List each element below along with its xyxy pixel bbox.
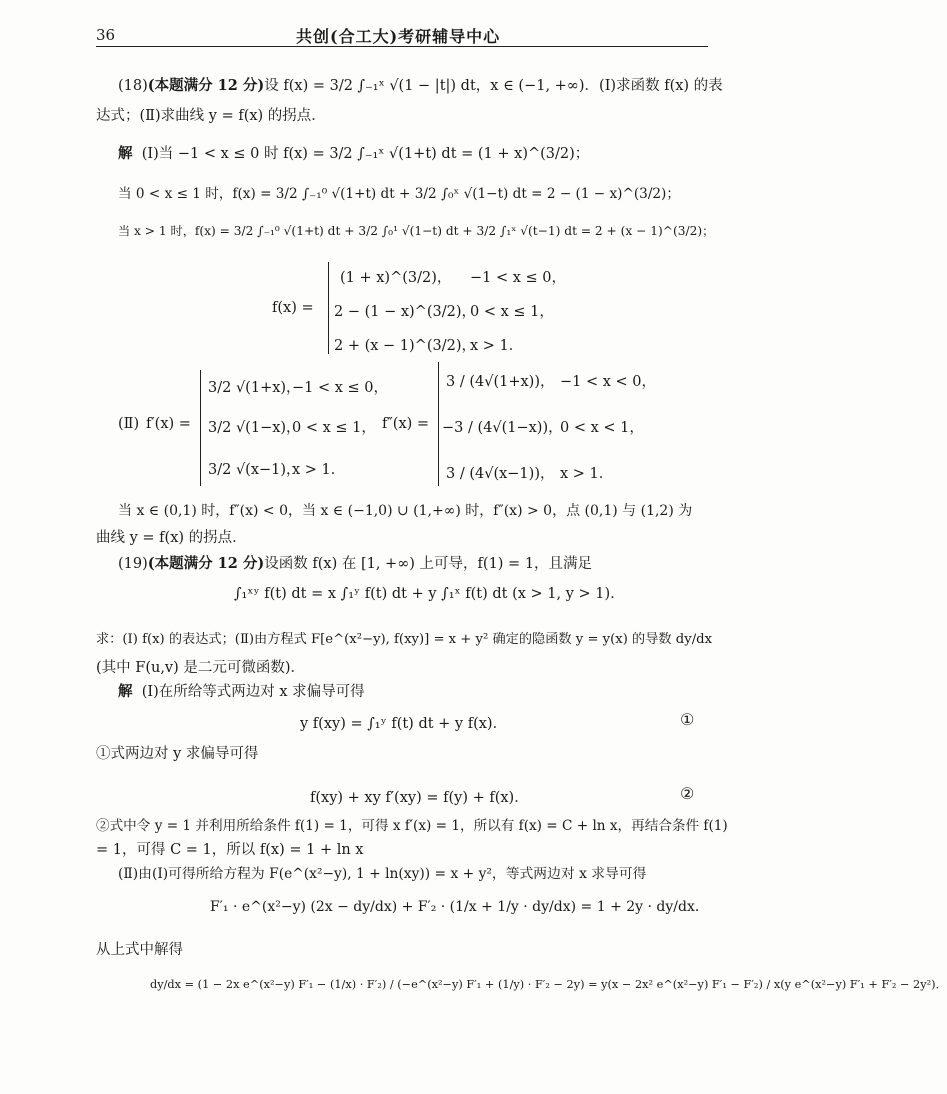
f-case-expr: 2 + (x − 1)^(3/2)， [334,338,476,354]
problem-18-statement-line2: 达式；(Ⅱ)求曲线 y = f(x) 的拐点． [96,108,326,124]
equation-2: f(xy) + xy f′(xy) = f(y) + f(x)． [310,790,529,806]
f-case-expr: 2 − (1 − x)^(3/2)， [334,304,476,320]
solution-18-line3: 当 x > 1 时，f(x) = 3/2 ∫₋₁⁰ √(1+t) dt + 3/2 ∫₀¹ √(1−t) dt + 3/2 ∫₁ˣ √(t−1) dt = 2 + (x − 1)^(3/2)； [118,224,715,238]
equation-3: F′₁ · e^(x²−y) (2x − dy/dx) + F′₂ · (1/x + 1/y · dy/dx) = 1 + 2y · dy/dx． [210,899,709,915]
fdoubleprime-case-cond: 0 < x < 1， [560,420,644,436]
solution-19-line4: = 1，可得 C = 1，所以 f(x) = 1 + ln x [96,842,364,858]
problem-19-statement-line1 [118,552,592,573]
solution-label: 解 [118,683,133,700]
problem-19-statement-line2: 求：(Ⅰ) f(x) 的表达式；(Ⅱ)由方程式 F[e^(x²−y), f(xy)] = x + y² 确定的隐函数 y = y(x) 的导数 dy/dx [96,632,713,647]
solution-18-line1: 解 (Ⅰ)当 −1 < x ≤ 0 时 f(x) = 3/2 ∫₋₁ˣ √(1+t) dt = (1 + x)^(3/2)； [118,145,590,162]
solution-19-line2: ①式两边对 y 求偏导可得 [96,746,259,762]
fprime-case-expr: 3/2 √(1−x)， [208,420,301,436]
solution-19-line1: 解 (Ⅰ)在所给等式两边对 x 求偏导可得 [118,683,365,700]
fdoubleprime-case-expr: 3 / (4√(x−1))， [446,466,555,482]
conclusion-18-line1: 当 x ∈ (0,1) 时，f″(x) < 0，当 x ∈ (−1,0) ∪ (1,+∞) 时，f″(x) > 0，点 (0,1) 与 (1,2) 为 [118,503,693,519]
fprime-case-cond: −1 < x ≤ 0， [292,380,389,396]
equation-4: dy/dx = (1 − 2x e^(x²−y) F′₁ − (1/x) · F′₂) / (−e^(x²−y) F′₁ + (1/y) · F′₂ − 2y) = y(x − 2x² e^(x²−y) F′₁ − F′₂) / x(y e^(x²−y) F′₁ + F′₂ − 2y²)． [150,978,947,991]
solution-19-line6: 从上式中解得 [96,942,183,958]
fdoubleprime-case-cond: −1 < x < 0， [560,374,657,390]
problem-points: (本题满分 12 分) [147,555,265,572]
fdoubleprime-case-expr: −3 / (4√(1−x))， [442,420,563,436]
brace [438,362,439,486]
problem-points: (本题满分 12 分) [147,77,265,94]
fprime-case-cond: x > 1． [292,462,346,478]
header-title: 共创(合工大)考研辅导中心 [296,27,501,46]
problem-18-statement-line1 [118,74,723,95]
conclusion-18-line2: 曲线 y = f(x) 的拐点． [96,530,247,546]
f-case-cond: 0 < x ≤ 1， [470,304,554,320]
f-lhs: f(x) = [272,300,314,316]
fprime-lhs: f′(x) = [146,416,191,432]
solution-18-line2: 当 0 < x ≤ 1 时，f(x) = 3/2 ∫₋₁⁰ √(1+t) dt + 3/2 ∫₀ˣ √(1−t) dt = 2 − (1 − x)^(3/2)； [118,186,680,202]
equation-tag-1: ① [680,710,695,729]
problem-number: (19) [118,556,148,572]
brace [328,262,329,354]
brace [200,370,201,486]
page-number: 36 [96,26,116,44]
problem-19-statement-line3: (其中 F(u,v) 是二元可微函数)． [96,660,306,676]
fdoubleprime-case-expr: 3 / (4√(1+x))， [446,374,555,390]
fprime-case-cond: 0 < x ≤ 1， [292,420,376,436]
solution-19-line3: ②式中令 y = 1 并利用所给条件 f(1) = 1，可得 x f′(x) = 1，所以有 f(x) = C + ln x，再结合条件 f(1) [96,818,728,834]
f-case-cond: −1 < x ≤ 0， [470,270,567,286]
part-ii-label: (Ⅱ) [118,416,140,432]
f-case-cond: x > 1． [470,338,524,354]
fprime-case-expr: 3/2 √(x−1)， [208,462,301,478]
equation-1: y f(xy) = ∫₁ʸ f(t) dt + y f(x)． [300,716,508,732]
f-case-expr: (1 + x)^(3/2)， [340,270,452,286]
solution-label: 解 [118,145,133,162]
problem-text: 设函数 f(x) 在 [1, +∞) 上可导，f(1) = 1，且满足 [264,556,593,572]
given-equation: ∫₁ˣʸ f(t) dt = x ∫₁ʸ f(t) dt + y ∫₁ˣ f(t) dt (x > 1, y > 1)． [234,586,625,602]
problem-text: 设 f(x) = 3/2 ∫₋₁ˣ √(1 − |t|) dt，x ∈ (−1, +∞)．(Ⅰ)求函数 f(x) 的表 [264,78,723,94]
fprime-case-expr: 3/2 √(1+x)， [208,380,301,396]
problem-number: (18) [118,78,148,94]
solution-19-line5: (Ⅱ)由(Ⅰ)可得所给方程为 F(e^(x²−y), 1 + ln(xy)) = x + y²，等式两边对 x 求导可得 [118,866,647,882]
fdoubleprime-case-cond: x > 1． [560,466,614,482]
header-rule [96,46,708,47]
fdoubleprime-lhs: f″(x) = [382,416,430,432]
equation-tag-2: ② [680,784,695,803]
